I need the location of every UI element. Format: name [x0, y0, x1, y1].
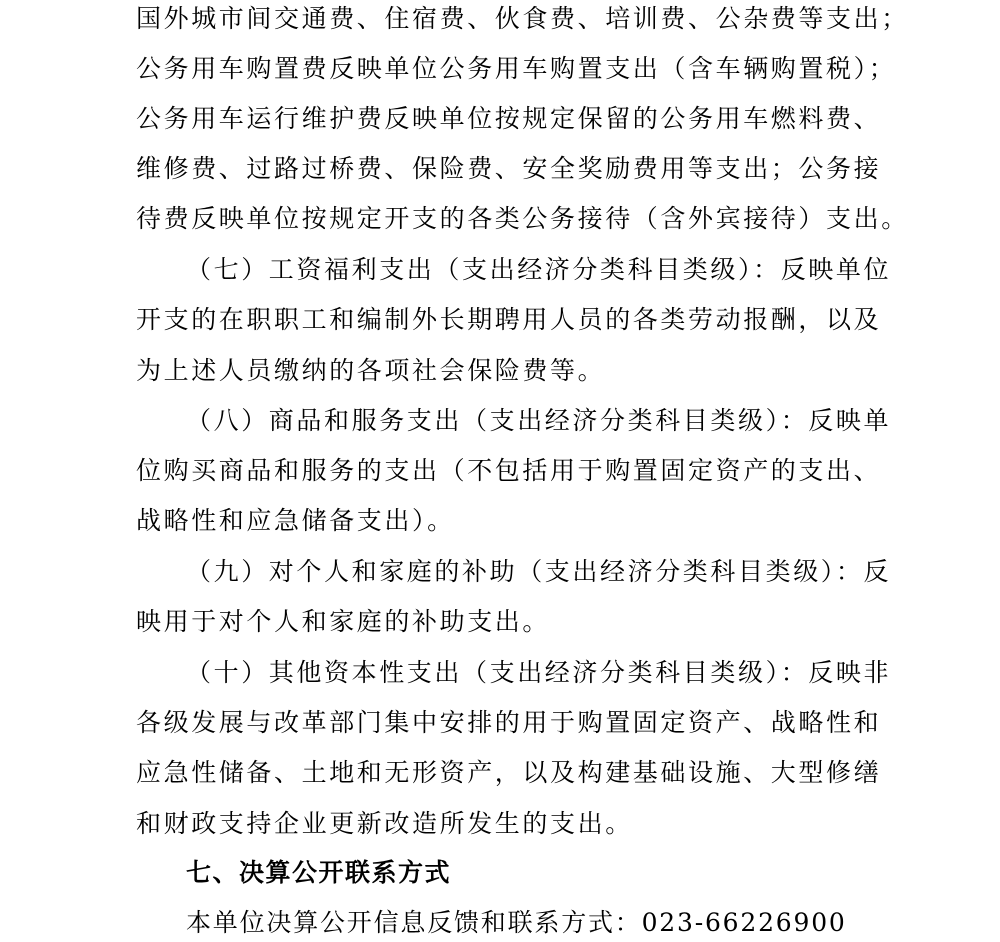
paragraph-line: 维修费、过路过桥费、保险费、安全奖励费用等支出；公务接: [136, 154, 882, 183]
paragraph-line: 开支的在职职工和编制外长期聘用人员的各类劳动报酬，以及: [136, 305, 882, 334]
paragraph-line: 公务用车购置费反映单位公务用车购置支出（含车辆购置税）；: [136, 54, 897, 83]
paragraph-line-capital: （十）其他资本性支出（支出经济分类科目类级）：反映非: [186, 658, 892, 687]
paragraph-line: 各级发展与改革部门集中安排的用于购置固定资产、战略性和: [136, 708, 882, 737]
paragraph-line-wages: （七）工资福利支出（支出经济分类科目类级）：反映单位: [186, 255, 892, 284]
paragraph-line: 应急性储备、土地和无形资产，以及构建基础设施、大型修缮: [136, 758, 882, 787]
paragraph-line: 公务用车运行维护费反映单位按规定保留的公务用车燃料费、: [136, 104, 882, 133]
paragraph-line-goods-services: （八）商品和服务支出（支出经济分类科目类级）：反映单: [186, 406, 892, 435]
paragraph-line: 国外城市间交通费、住宿费、伙食费、培训费、公杂费等支出；: [136, 4, 909, 33]
paragraph-line: 和财政支持企业更新改造所发生的支出。: [136, 809, 633, 838]
paragraph-line: 位购买商品和服务的支出（不包括用于购置固定资产的支出、: [136, 456, 882, 485]
paragraph-line: 待费反映单位按规定开支的各类公务接待（含外宾接待）支出。: [136, 204, 909, 233]
paragraph-line: 映用于对个人和家庭的补助支出。: [136, 607, 551, 636]
contact-line: 本单位决算公开信息反馈和联系方式：023-66226900: [186, 908, 847, 937]
section-heading: 七、决算公开联系方式: [186, 858, 452, 887]
paragraph-line: 战略性和应急储备支出）。: [136, 506, 455, 535]
paragraph-line: 为上述人员缴纳的各项社会保险费等。: [136, 356, 606, 385]
paragraph-line-subsidies: （九）对个人和家庭的补助（支出经济分类科目类级）：反: [186, 557, 892, 586]
